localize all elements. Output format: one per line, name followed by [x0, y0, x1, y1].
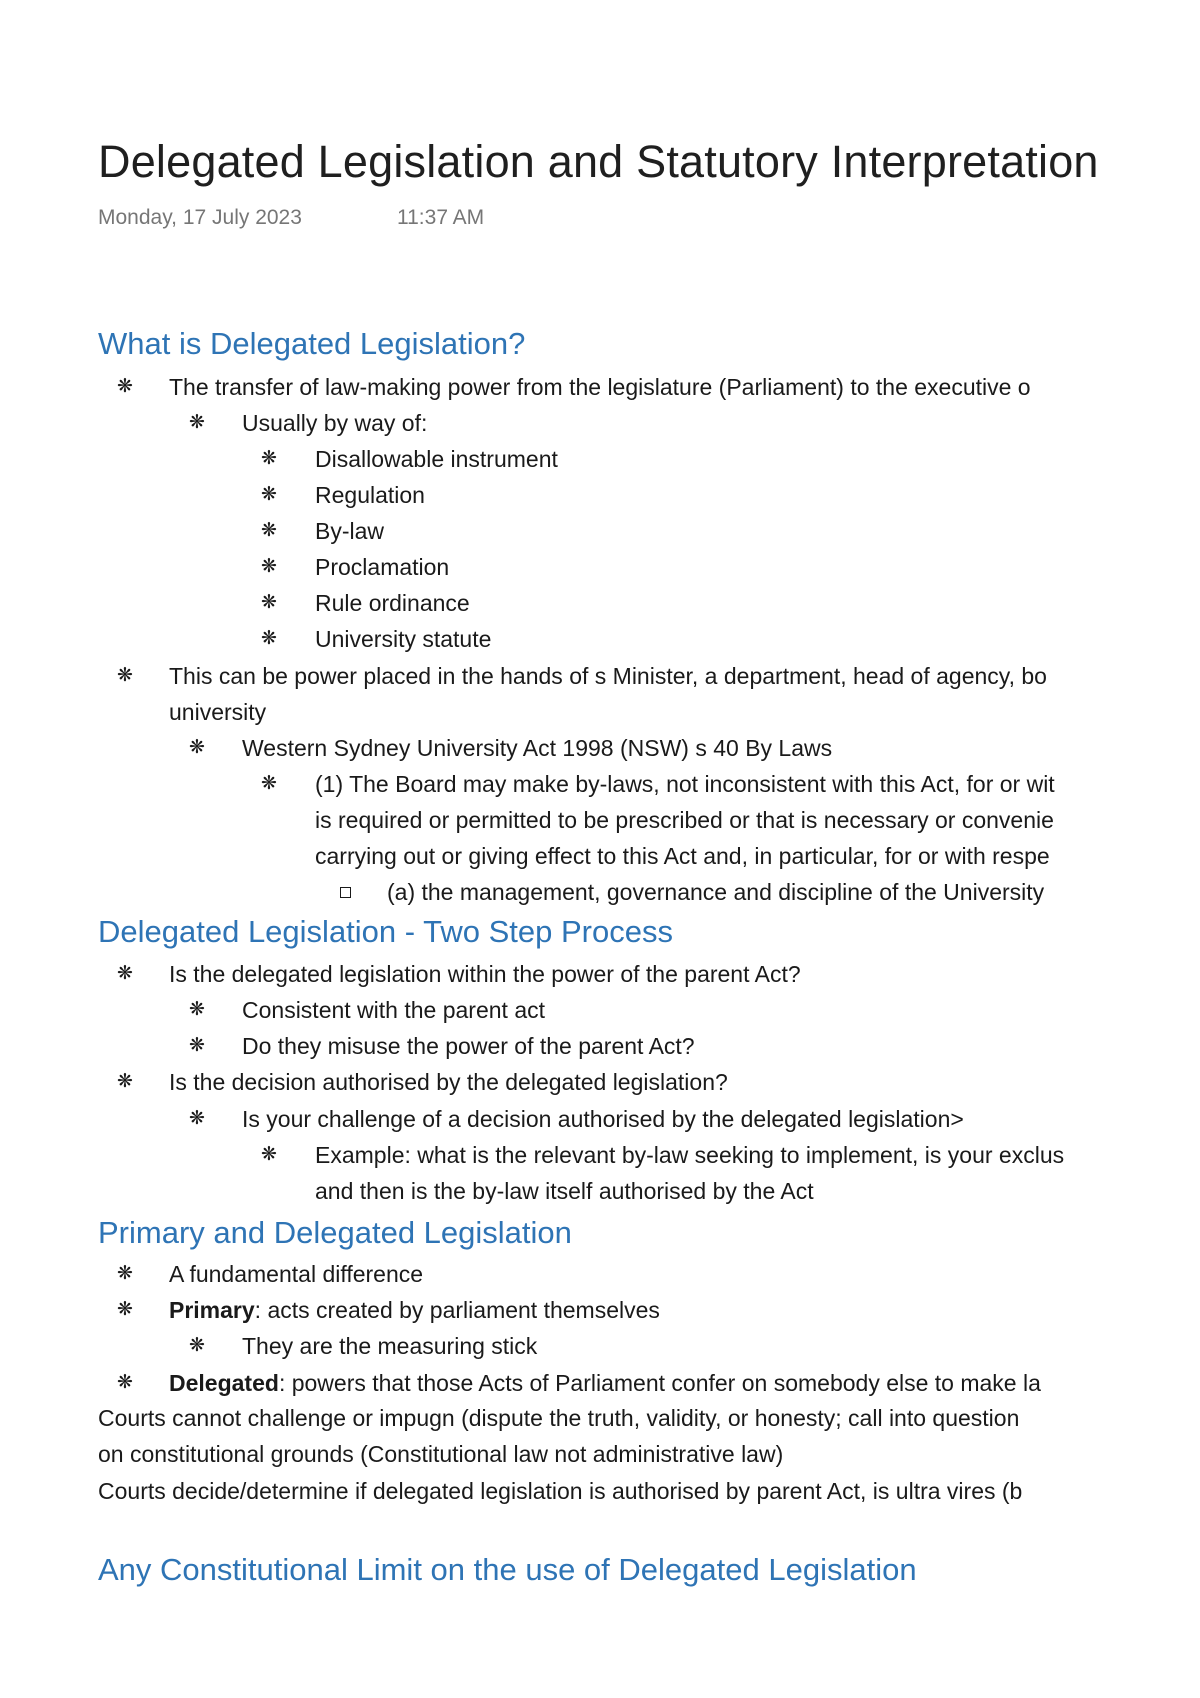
bullet-icon: ❋ [189, 1035, 205, 1056]
list-item: Is the delegated legislation within the power of the parent Act? [169, 961, 801, 987]
paragraph-line: Courts decide/determine if delegated legislation is authorised by parent Act, is ultra vires (b [98, 1478, 1023, 1504]
list-item [169, 1296, 660, 1324]
page-title: Delegated Legislation and Statutory Interpretation [98, 136, 1099, 187]
bold-term: Primary [169, 1297, 255, 1323]
list-item: Disallowable instrument [315, 446, 558, 472]
bullet-icon: ❋ [117, 376, 133, 397]
list-item: Rule ordinance [315, 590, 470, 616]
bullet-icon: ❋ [117, 1372, 133, 1393]
list-item: (a) the management, governance and discipline of the University [387, 879, 1045, 905]
heading-primary-and-delegated: Primary and Delegated Legislation [98, 1215, 572, 1250]
bullet-icon: ❋ [117, 1071, 133, 1092]
list-item: Is your challenge of a decision authorised by the delegated legislation> [242, 1106, 964, 1132]
bullet-icon: ❋ [189, 412, 205, 433]
list-item: (1) The Board may make by-laws, not inconsistent with this Act, for or wit [315, 771, 1055, 797]
checkbox-square-icon [340, 887, 351, 898]
list-item: Western Sydney University Act 1998 (NSW) s 40 By Laws [242, 735, 833, 761]
heading-constitutional-limit: Any Constitutional Limit on the use of Delegated Legislation [98, 1552, 917, 1587]
bullet-icon: ❋ [261, 628, 277, 649]
bold-term: Delegated [169, 1370, 279, 1396]
paragraph-line: Courts cannot challenge or impugn (dispute the truth, validity, or honesty; call into question [98, 1405, 1020, 1431]
bullet-icon: ❋ [261, 448, 277, 469]
paragraph-line: on constitutional grounds (Constitutional law not administrative law) [98, 1441, 784, 1467]
list-item: Consistent with the parent act [242, 997, 545, 1023]
bullet-icon: ❋ [117, 665, 133, 686]
heading-what-is-delegated-legislation: What is Delegated Legislation? [98, 326, 526, 361]
bullet-icon: ❋ [261, 520, 277, 541]
list-item-continuation: university [169, 699, 267, 725]
bullet-icon: ❋ [189, 999, 205, 1020]
bullet-icon: ❋ [261, 1144, 277, 1165]
bullet-icon: ❋ [189, 1108, 205, 1129]
list-item: Usually by way of: [242, 410, 428, 436]
bullet-icon: ❋ [189, 1335, 205, 1356]
page-date: Monday, 17 July 2023 [98, 206, 302, 229]
bullet-icon: ❋ [261, 556, 277, 577]
list-item: A fundamental difference [169, 1261, 424, 1287]
list-item-continuation: carrying out or giving effect to this Act and, in particular, for or with respe [315, 843, 1050, 869]
list-item: This can be power placed in the hands of s Minister, a department, head of agency, bo [169, 663, 1047, 689]
list-item: Is the decision authorised by the delegated legislation? [169, 1069, 728, 1095]
list-item-text: : powers that those Acts of Parliament confer on somebody else to make la [278, 1370, 1041, 1396]
list-item: By-law [315, 518, 385, 544]
bullet-icon: ❋ [189, 737, 205, 758]
heading-two-step-process: Delegated Legislation - Two Step Process [98, 914, 673, 949]
bullet-icon: ❋ [261, 592, 277, 613]
list-item: Proclamation [315, 554, 450, 580]
list-item: Example: what is the relevant by-law seeking to implement, is your exclus [315, 1142, 1065, 1168]
bullet-icon: ❋ [261, 484, 277, 505]
list-item: The transfer of law-making power from the legislature (Parliament) to the executive o [169, 374, 1031, 400]
bullet-icon: ❋ [117, 1299, 133, 1320]
page-time: 11:37 AM [397, 206, 485, 229]
bullet-icon: ❋ [117, 1263, 133, 1284]
list-item-continuation: and then is the by-law itself authorised by the Act [315, 1178, 814, 1204]
bullet-icon: ❋ [261, 773, 277, 794]
list-item: Regulation [315, 482, 425, 508]
list-item: University statute [315, 626, 492, 652]
list-item-text: : acts created by parliament themselves [254, 1297, 660, 1323]
list-item-continuation: is required or permitted to be prescribed or that is necessary or convenie [315, 807, 1054, 833]
list-item [169, 1369, 1041, 1397]
list-item: Do they misuse the power of the parent Act? [242, 1033, 695, 1059]
bullet-icon: ❋ [117, 963, 133, 984]
list-item: They are the measuring stick [242, 1333, 538, 1359]
